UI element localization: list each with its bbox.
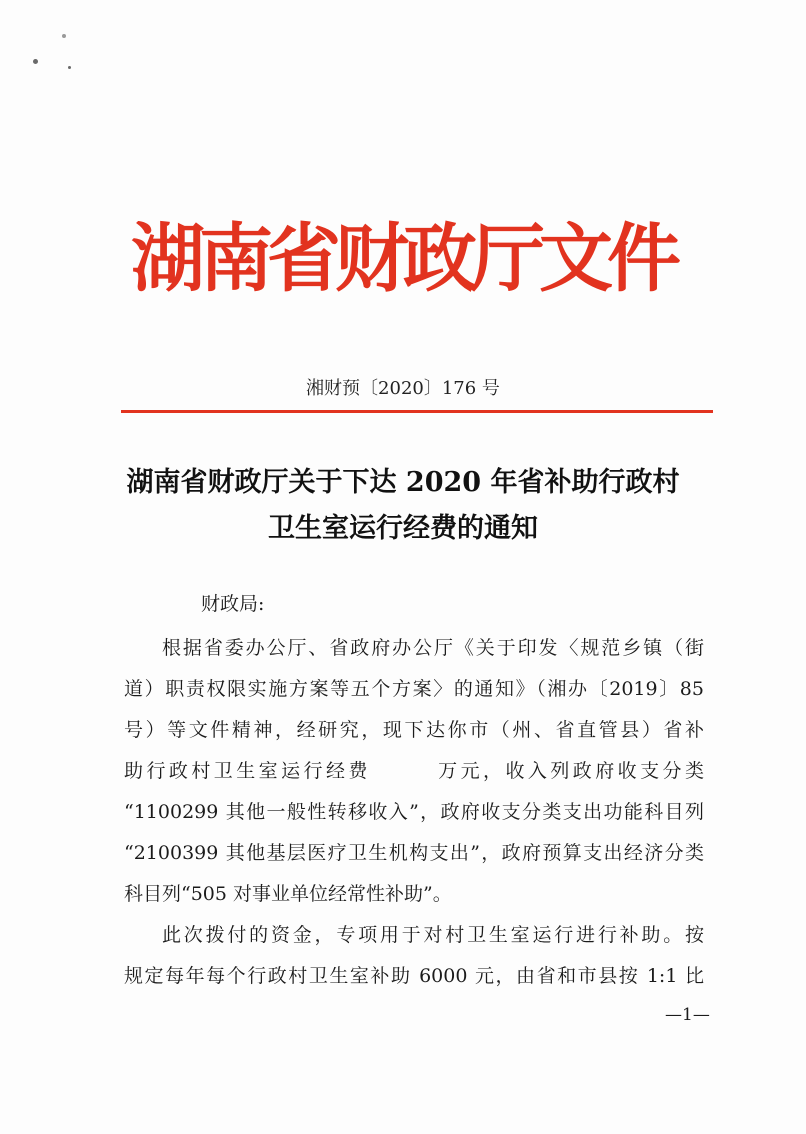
body-paragraph-1-line: 助行政村卫生室运行经费 万元，收入列政府收支分类 — [124, 760, 704, 782]
document-title-line-1: 湖南省财政厅关于下达 2020 年省补助行政村 — [126, 467, 680, 498]
red-divider-line — [121, 410, 713, 413]
scan-speck — [33, 59, 38, 64]
body-paragraph-1-line: 根据省委办公厅、省政府办公厅《关于印发〈规范乡镇（街 — [162, 637, 704, 659]
document-number: 湘财预〔2020〕176 号 — [306, 378, 500, 399]
document-title-line-2: 卫生室运行经费的通知 — [268, 513, 538, 544]
body-paragraph-1-line: “1100299 其他一般性转移收入”，政府收支分类支出功能科目列 — [124, 801, 704, 823]
addressee: 财政局: — [201, 593, 265, 615]
body-paragraph-2-line: 规定每年每个行政村卫生室补助 6000 元，由省和市县按 1:1 比 — [124, 965, 704, 987]
body-paragraph-1-line: 号）等文件精神，经研究，现下达你市（州、省直管县）省补 — [124, 719, 704, 741]
document-title — [0, 460, 806, 552]
page-number: —1— — [665, 1005, 710, 1025]
body-paragraph-1-line: 道）职责权限实施方案等五个方案〉的通知》（湘办〔2019〕85 — [124, 678, 704, 700]
body-paragraph-1-line: “2100399 其他基层医疗卫生机构支出”，政府预算支出经济分类 — [124, 842, 704, 864]
scan-speck — [62, 34, 66, 38]
body-paragraph-1-line: 科目列“505 对事业单位经常性补助”。 — [124, 883, 452, 905]
scan-speck — [68, 66, 71, 69]
body-paragraph-2-line: 此次拨付的资金，专项用于对村卫生室运行进行补助。按 — [162, 924, 704, 946]
issuing-authority-header: 湖南省财政厅文件 — [131, 216, 675, 302]
